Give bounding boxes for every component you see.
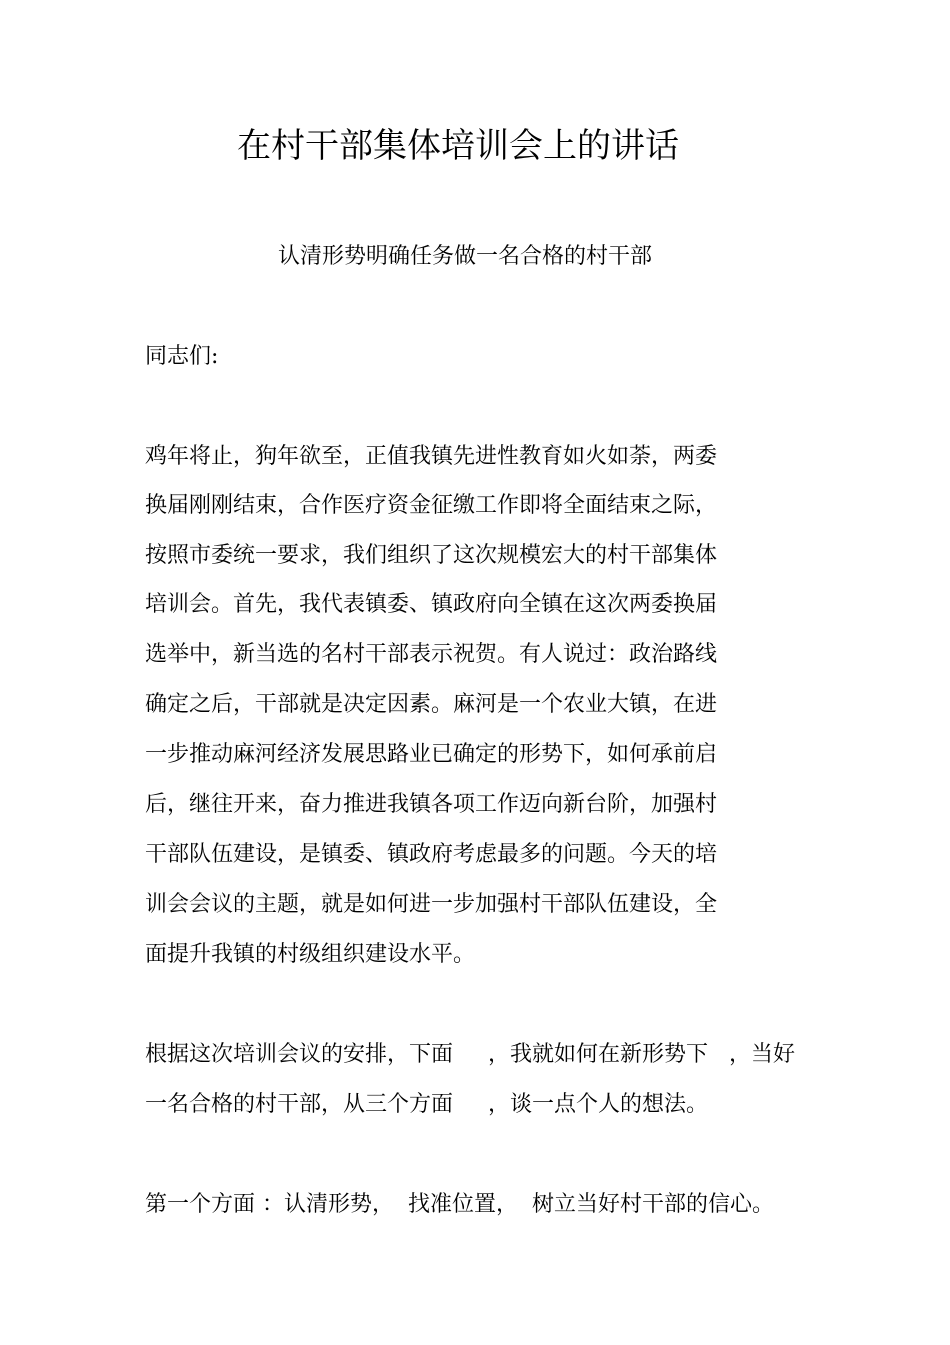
paragraph-line: 培训会。首先，我代表镇委、镇政府向全镇在这次两委换届 (145, 592, 718, 617)
document-title: 在村干部集体培训会上的讲话 (237, 126, 679, 166)
paragraph-line: 一步推动麻河经济发展思路业已确定的形势下，如何承前启 (145, 742, 718, 767)
paragraph-line: 一名合格的村干部，从三个方面 ，谈一点个人的想法。 (145, 1092, 708, 1117)
salutation: 同志们: (145, 344, 219, 369)
paragraph-line: 训会会议的主题，就是如何进一步加强村干部队伍建设，全 (145, 892, 718, 917)
document-subtitle: 认清形势明确任务做一名合格的村干部 (277, 244, 652, 269)
paragraph-line: 按照市委统一要求，我们组织了这次规模宏大的村干部集体 (145, 543, 718, 568)
paragraph-line: 第一个方面 ：认清形势， 找准位置， 树立当好村干部的信心。 (145, 1192, 774, 1217)
paragraph-line: 确定之后，干部就是决定因素。麻河是一个农业大镇，在进 (145, 692, 718, 717)
paragraph-line: 干部队伍建设，是镇委、镇政府考虑最多的问题。今天的培 (145, 842, 718, 867)
paragraph-line: 后，继往开来，奋力推进我镇各项工作迈向新台阶，加强村 (145, 792, 718, 817)
paragraph-line: 根据这次培训会议的安排，下面 ，我就如何在新形势下 ，当好 (145, 1042, 795, 1067)
paragraph-line: 面提升我镇的村级组织建设水平。 (145, 942, 476, 967)
paragraph-line: 选举中，新当选的名村干部表示祝贺。有人说过：政治路线 (145, 642, 718, 667)
paragraph-line: 鸡年将止，狗年欲至，正值我镇先进性教育如火如荼，两委 (145, 444, 718, 469)
paragraph-line: 换届刚刚结束，合作医疗资金征缴工作即将全面结束之际， (145, 493, 718, 518)
